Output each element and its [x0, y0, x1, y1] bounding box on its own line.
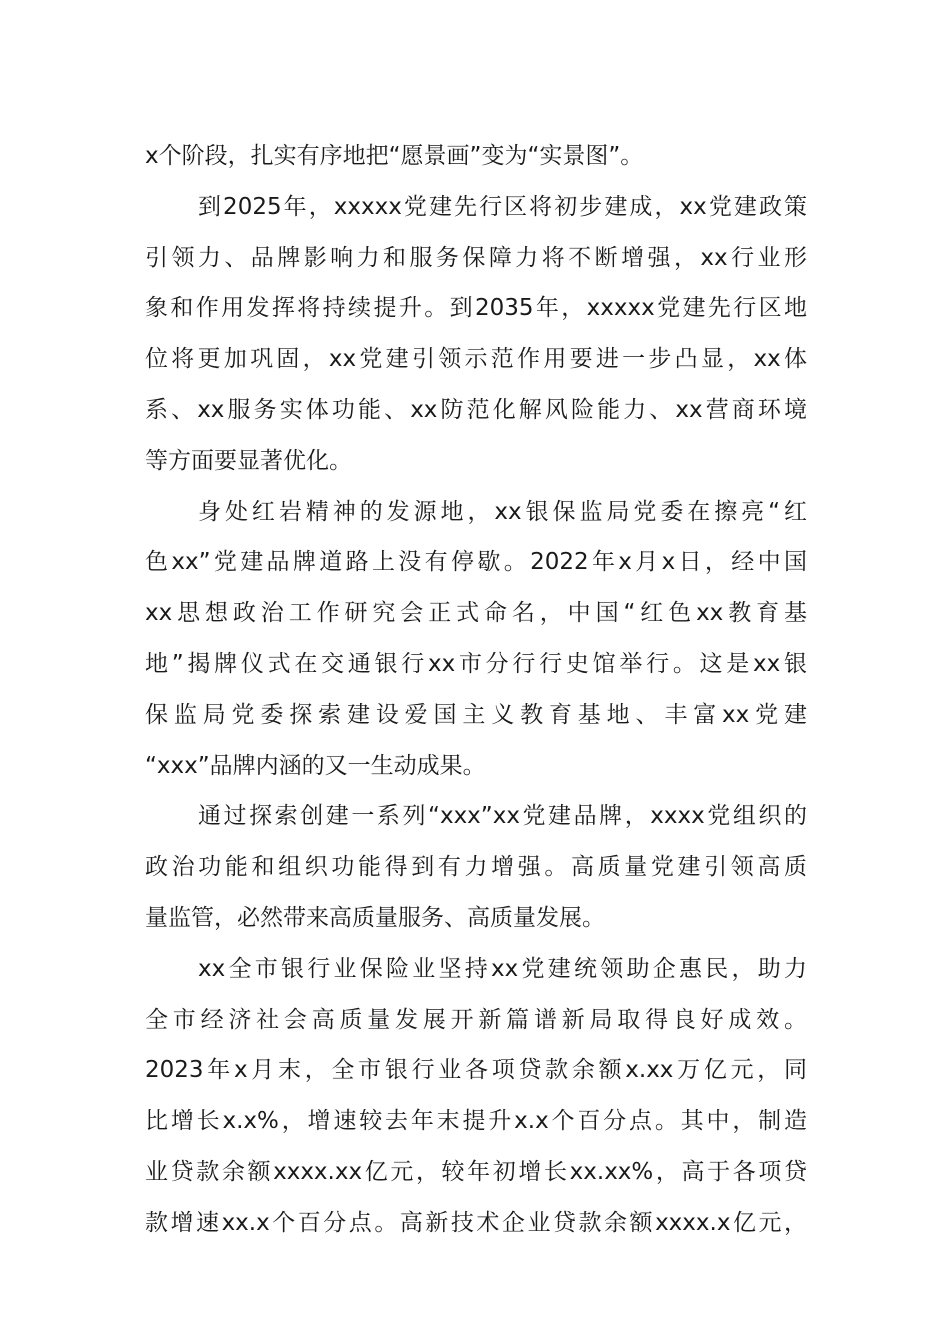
text-line: 到2025年，xxxxx党建先行区将初步建成，xx党建政策: [198, 193, 807, 220]
text-line: 位将更加巩固，xx党建引领示范作用要进一步凸显，xx体: [145, 346, 807, 373]
text-line: 通过探索创建一系列“xxx”xx党建品牌，xxxx党组织的: [198, 803, 807, 830]
text-line: 比增长x.x%，增速较去年末提升x.x个百分点。其中，制造: [145, 1108, 807, 1135]
text-line: 身处红岩精神的发源地，xx银保监局党委在擦亮“红: [198, 498, 807, 525]
text-line: x个阶段，扎实有序地把“愿景画”变为“实景图”。: [145, 143, 644, 169]
text-line: 政治功能和组织功能得到有力增强。高质量党建引领高质: [145, 854, 807, 881]
text-line: 地”揭牌仪式在交通银行xx市分行行史馆举行。这是xx银: [145, 650, 807, 677]
text-line: 系、xx服务实体功能、xx防范化解风险能力、xx营商环境: [145, 396, 807, 423]
text-line: 象和作用发挥将持续提升。到2035年，xxxxx党建先行区地: [145, 295, 807, 322]
text-line: 业贷款余额xxxx.xx亿元，较年初增长xx.xx%，高于各项贷: [145, 1158, 807, 1185]
text-line: 量监管，必然带来高质量服务、高质量发展。: [145, 904, 605, 931]
text-line: xx思想政治工作研究会正式命名，中国“红色xx教育基: [145, 600, 807, 627]
text-line: 2023年x月末，全市银行业各项贷款余额x.xx万亿元，同: [145, 1057, 807, 1084]
text-line: xx全市银行业保险业坚持xx党建统领助企惠民，助力: [198, 955, 807, 982]
text-line: 全市经济社会高质量发展开新篇谱新局取得良好成效。: [145, 1006, 807, 1033]
text-line: 款增速xx.x个百分点。高新技术企业贷款余额xxxx.x亿元，: [145, 1209, 807, 1236]
text-line: “xxx”品牌内涵的又一生动成果。: [145, 752, 486, 779]
text-line: 色xx”党建品牌道路上没有停歇。2022年x月x日，经中国: [145, 549, 807, 576]
text-line: 等方面要显著优化。: [145, 447, 352, 474]
text-line: 保监局党委探索建设爱国主义教育基地、丰富xx党建: [145, 701, 807, 728]
text-line: 引领力、品牌影响力和服务保障力将不断增强，xx行业形: [145, 244, 807, 271]
document-body: [145, 131, 807, 1249]
